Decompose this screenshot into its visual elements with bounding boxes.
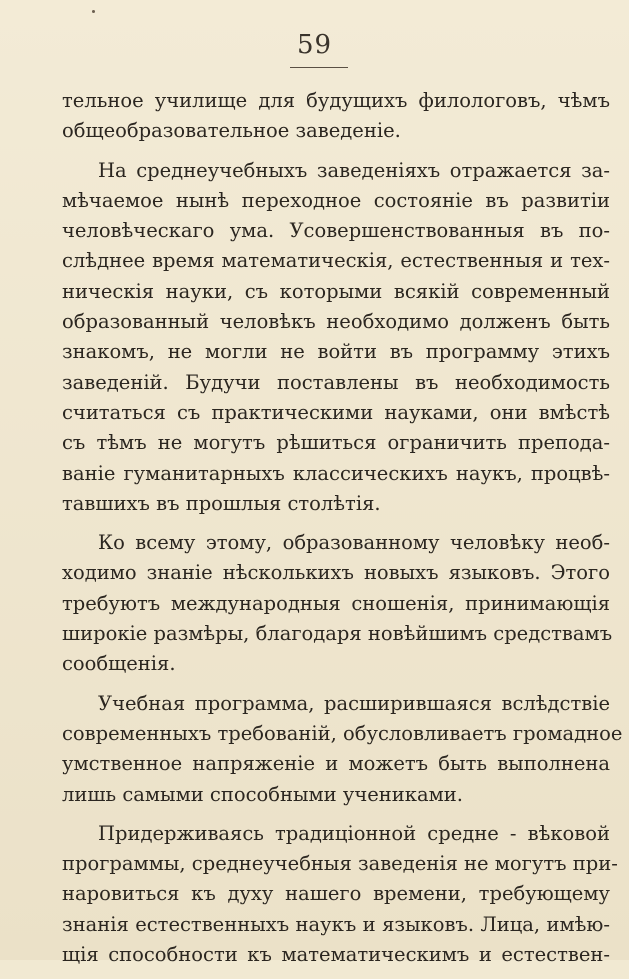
text-line: Придерживаясь традиціонной средне - вѣковой — [98, 821, 610, 845]
text-line: ходимо знаніе нѣсколькихъ новыхъ языковъ. Этого — [62, 561, 610, 585]
text-line: щія способности къ математическимъ и естествен- — [62, 943, 610, 967]
text-line: образованный человѣкъ необходимо долженъ быть — [62, 310, 610, 334]
text-line: наровиться къ духу нашего времени, требующему — [62, 882, 610, 906]
text-line: знакомъ, не могли не войти въ программу этихъ — [62, 340, 610, 364]
text-line: требуютъ международныя сношенія, принимающія — [62, 591, 610, 615]
header-rule — [290, 67, 348, 68]
text-line: лишь самыми способными учениками. — [62, 782, 463, 806]
text-line: тельное училище для будущихъ филологовъ, чѣмъ — [62, 89, 610, 112]
text-line: умственное напряженіе и можетъ быть выполнена — [62, 752, 610, 776]
paragraph — [62, 819, 618, 970]
text-line: человѣческаго ума. Усовершенствованныя въ по- — [62, 219, 610, 243]
paragraph — [62, 689, 623, 810]
text-line: На среднеучебныхъ заведеніяхъ отражается за- — [98, 158, 610, 182]
print-speck — [92, 10, 95, 13]
text-line: Учебная программа, расширившаяся вслѣдствіе — [98, 691, 610, 715]
text-line: считаться съ практическими науками, они вмѣстѣ — [62, 400, 610, 424]
text-line: Ко всему этому, образованному человѣку необ- — [98, 531, 610, 555]
text-line: программы, среднеучебныя заведенія не могутъ при- — [62, 852, 618, 876]
paragraph — [62, 86, 610, 147]
text-line: общеобразовательное заведеніе. — [62, 119, 401, 143]
body-text — [62, 86, 623, 979]
text-line: знанія естественныхъ наукъ и языковъ. Лица, имѣю- — [62, 912, 610, 936]
text-line: мѣчаемое нынѣ переходное состояніе въ развитіи — [62, 188, 610, 212]
text-line: ническія науки, съ которыми всякій современный — [62, 279, 610, 303]
text-line: заведеній. Будучи поставлены въ необходимость — [62, 370, 610, 394]
text-line: съ тѣмъ не могутъ рѣшиться ограничить препода- — [62, 431, 610, 455]
text-line: слѣднее время математическія, естественныя и тех- — [62, 249, 610, 273]
text-line: широкіе размѣры, благодаря новѣйшимъ средствамъ — [62, 622, 613, 646]
text-line: тавшихъ въ прошлыя столѣтія. — [62, 491, 381, 515]
text-line: современныхъ требованій, обусловливаетъ громадное — [62, 721, 623, 745]
paragraph — [62, 156, 610, 520]
paragraph — [62, 528, 613, 679]
page-number: 59 — [296, 30, 333, 60]
text-line: ваніе гуманитарныхъ классическихъ наукъ, процвѣ- — [62, 461, 610, 485]
text-line: сообщенія. — [62, 652, 176, 676]
